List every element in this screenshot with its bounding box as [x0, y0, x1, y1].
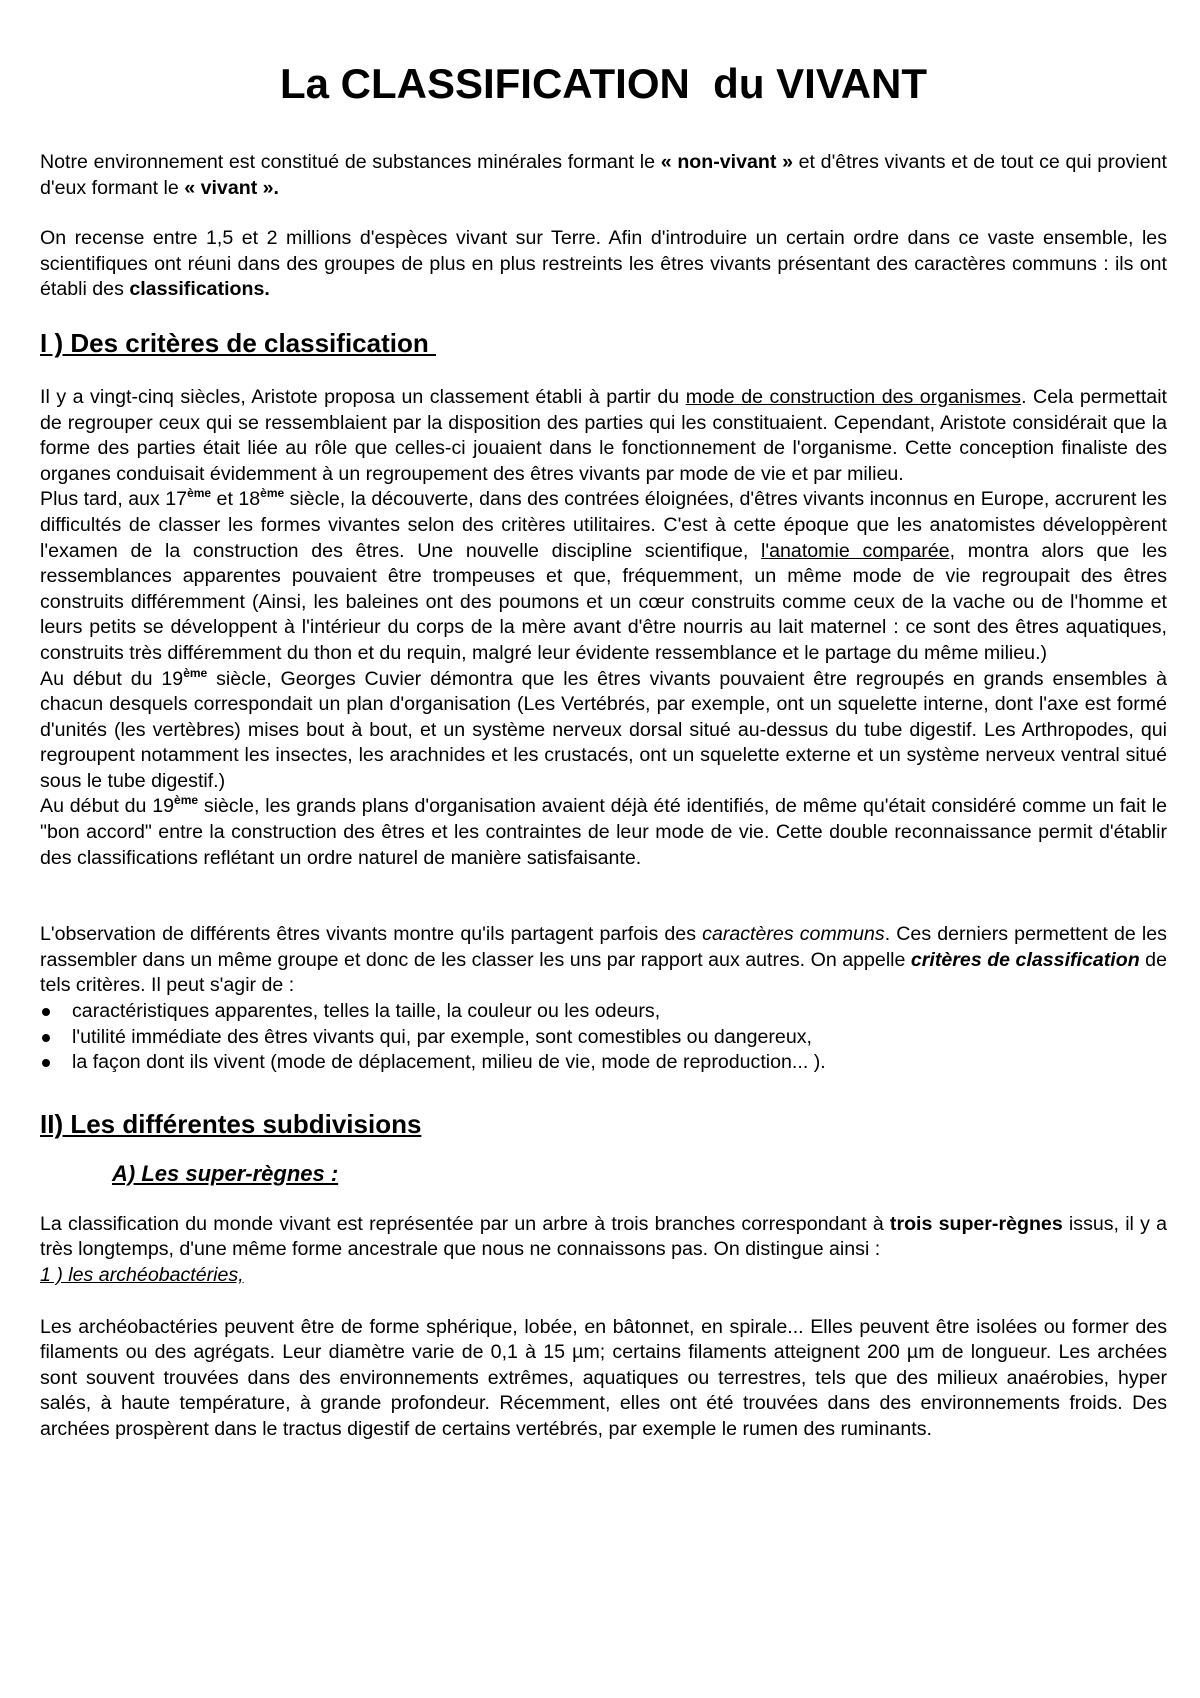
page-title: La CLASSIFICATION du VIVANT: [279, 60, 928, 107]
section1-paragraph-1: Il y a vingt-cinq siècles, Aristote proposa un classement établi à partir du mode de construction des organismes. Cela permettait de regrouper ceux qui se ressemblaient par la disposition des parties qui les constituaient. Cependant, Aristote considérait que la forme des parties était liée au rôle que celles-ci jouaient dans le fonctionnement de l'organisme. Cette conception finaliste des organes conduisait évidemment à un regroupement des êtres vivants par mode de vie et par milieu.: [40, 385, 1167, 485]
section1-paragraph-4: Au début du 19ème siècle, les grands plans d'organisation avaient déjà été identifiés, de même qu'était considéré comme un fait le "bon accord" entre la construction des êtres et les contraintes de leur mode de vie. Cette double reconnaissance permit d'établir des classifications reflétant un ordre naturel de manière satisfaisante.: [40, 793, 1168, 869]
subsection-heading-a: A) Les super-règnes :: [112, 1160, 339, 1186]
section1-paragraph-2: Plus tard, aux 17ème et 18ème siècle, la découverte, dans des contrées éloignées, d'êtres vivants inconnus en Europe, accrurent les difficultés de classer les formes vivantes selon des critères utilitaires. C'est à cette époque que les anatomistes développèrent l'examen de la construction des êtres. Une nouvelle discipline scientifique, l'anatomie comparée, montra alors que les ressemblances apparentes pouvaient être trompeuses et que, fréquemment, un même mode de vie regroupait des êtres construits différemment (Ainsi, les baleines ont des poumons et un cœur construits comme ceux de la vache ou de l'homme et leurs petits se développent à l'intérieur du corps de la mère avant d'être nourris au lait maternel : ce sont des êtres aquatiques, construits très différemment du thon et du requin, malgré leur évidente ressemblance et le partage du même milieu.): [40, 486, 1167, 664]
section1-paragraph-3: Au début du 19ème siècle, Georges Cuvier démontra que les êtres vivants pouvaient être regroupés en grands ensembles à chacun desquels correspondait un plan d'organisation (Les Vertébrés, par exemple, ont un squelette interne, dont l'axe est formé d'unités (les vertèbres) mises bout à bout, et un système nerveux dorsal situé au-dessus du tube digestif. Les Arthropodes, qui regroupent notamment les insectes, les arachnides et les crustacés, ont un squelette externe et un système nerveux ventral situé sous le tube digestif.): [40, 665, 1167, 792]
list-item: la façon dont ils vivent (mode de déplacement, milieu de vie, mode de reproduction... ).: [40, 1050, 1167, 1076]
emphasis-non-vivant: « non-vivant »: [660, 151, 793, 173]
list-item: l'utilité immédiate des êtres vivants qui, par exemple, sont comestibles ou dangereux,: [40, 1025, 1167, 1051]
emphasis-vivant: « vivant ».: [184, 176, 280, 199]
bold-term-trois-super-regnes: trois super-règnes: [889, 1212, 1063, 1235]
bullet-icon: [42, 1008, 50, 1016]
intro-paragraph-2: On recense entre 1,5 et 2 millions d'espèces vivant sur Terre. Afin d'introduire un certain ordre dans ce vaste ensemble, les scientifiques ont réuni dans des groupes de plus en plus restreints les êtres vivants présentant des caractères communs : ils ont établi des classifications.: [40, 227, 1167, 301]
section-heading-2: II) Les différentes subdivisions: [40, 1108, 422, 1139]
intro-paragraph-1: Notre environnement est constitué de substances minérales formant le « non-vivant » et d'êtres vivants et de tout ce qui provient d'eux formant le « vivant ».: [40, 151, 1167, 199]
list-item: caractéristiques apparentes, telles la taille, la couleur ou les odeurs,: [40, 999, 1167, 1025]
bullet-icon: [42, 1059, 50, 1067]
numbered-item-archeobacteries: 1 ) les archéobactéries,: [40, 1264, 244, 1286]
section2-paragraph-2: Les archéobactéries peuvent être de forme sphérique, lobée, en bâtonnet, en spirale... Elles peuvent être isolées ou former des filaments ou des agrégats. Leur diamètre varie de 0,1 à 15 µm; certains filaments atteignent 200 µm de longueur. Les archées sont souvent trouvées dans des environnements extrêmes, aquatiques ou terrestres, tels que des milieux anaérobies, hyper salés, à haute température, à grande profondeur. Récemment, elles ont été trouvées dans des environnements froids. Des archées prospèrent dans le tractus digestif de certains vertébrés, par exemple le rumen des ruminants.: [40, 1315, 1167, 1440]
bullet-icon: [42, 1034, 50, 1042]
emphasis-classifications: classifications.: [129, 278, 270, 301]
underlined-term-construction: mode de construction des organismes: [685, 385, 1022, 408]
criteria-list: [40, 999, 1167, 1076]
bold-term-criteres: critères de classification: [910, 948, 1140, 971]
underlined-term-anatomie: l'anatomie comparée,: [761, 539, 956, 562]
section2-paragraph-1: La classification du monde vivant est représentée par un arbre à trois branches correspondant à trois super-règnes issus, il y a très longtemps, d'une même forme ancestrale que nous ne connaissons pas. On distingue ainsi :: [40, 1212, 1167, 1261]
italic-term-caracteres: caractères communs: [702, 923, 885, 946]
section1-paragraph-5: L'observation de différents êtres vivants montre qu'ils partagent parfois des caractères communs. Ces derniers permettent de les rassembler dans un même groupe et donc de les classer les uns par rapport aux autres. On appelle critères de classification de tels critères. Il peut s'agir de :: [40, 923, 1167, 997]
section-heading-1: I ) Des critères de classification: [40, 327, 436, 358]
